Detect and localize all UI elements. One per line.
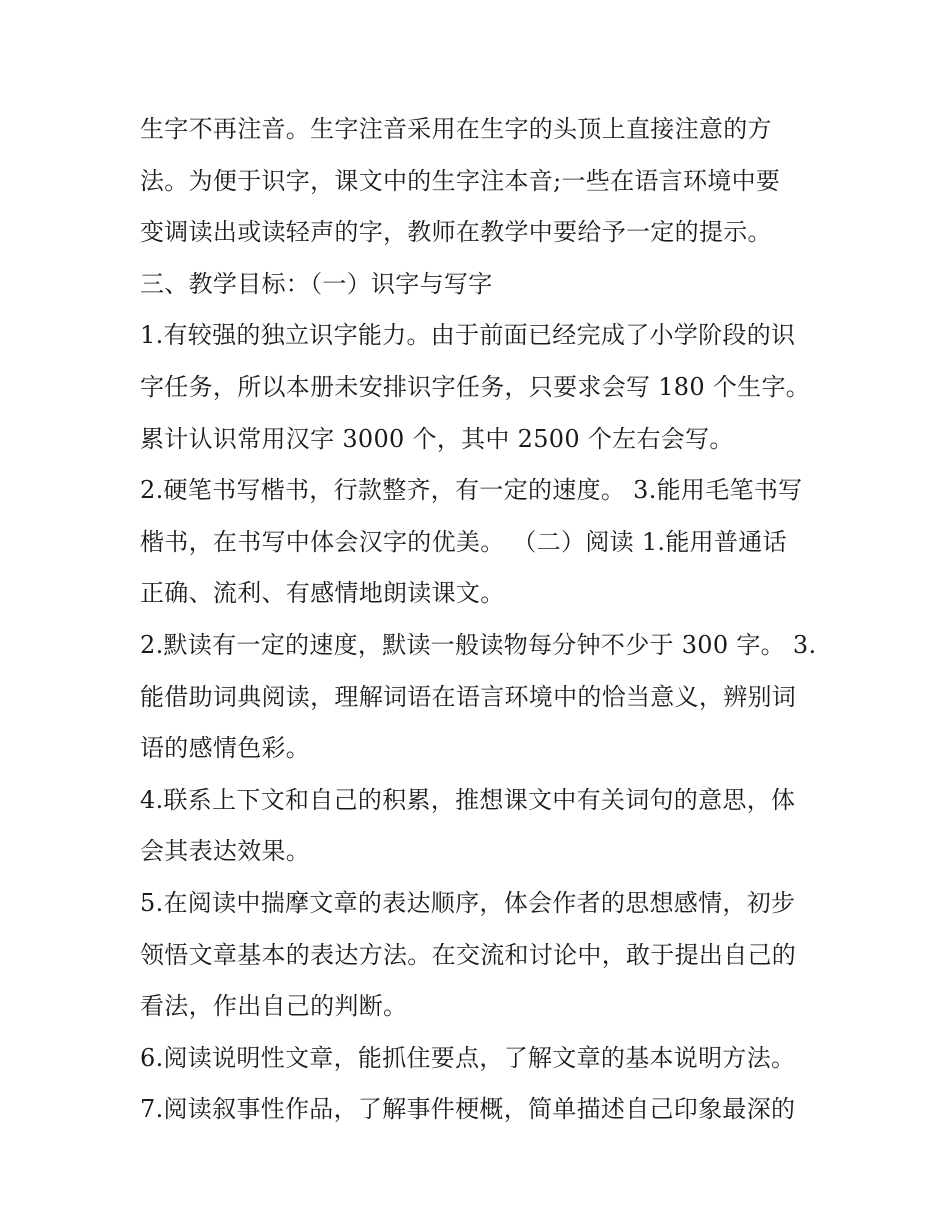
text-line: 累计认识常用汉字 3000 个，其中 2500 个左右会写。: [140, 424, 734, 453]
text-line: 领悟文章基本的表达方法。在交流和讨论中，敢于提出自己的: [140, 940, 797, 969]
text-line: 4.联系上下文和自己的积累，推想课文中有关词句的意思，体: [140, 785, 796, 814]
text-line: 会其表达效果。: [140, 837, 311, 866]
text-line: 正确、流利、有感情地朗读课文。: [140, 579, 505, 608]
text-line: 5.在阅读中揣摩文章的表达顺序，体会作者的思想感情，初步: [140, 888, 796, 917]
document-body: [140, 104, 820, 1136]
text-line: 楷书，在书写中体会汉字的优美。 （二）阅读 1.能用普通话: [140, 527, 787, 556]
text-line: 能借助词典阅读，理解词语在语言环境中的恰当意义，辨别词: [140, 682, 797, 711]
text-line: 法。为便于识字，课文中的生字注本音;一些在语言环境中要: [140, 166, 781, 195]
text-line: 看法，作出自己的判断。: [140, 992, 408, 1021]
text-line: 2.硬笔书写楷书，行款整齐，有一定的速度。 3.能用毛笔书写: [140, 476, 803, 505]
text-line: 语的感情色彩。: [140, 734, 311, 763]
text-line: 7.阅读叙事性作品，了解事件梗概，简单描述自己印象最深的: [140, 1095, 796, 1124]
text-line: 2.默读有一定的速度，默读一般读物每分钟不少于 300 字。 3.: [140, 630, 817, 659]
text-line: 1.有较强的独立识字能力。由于前面已经完成了小学阶段的识: [140, 321, 796, 350]
text-line: 生字不再注音。生字注音采用在生字的头顶上直接注意的方: [140, 115, 772, 143]
section-heading: 三、教学目标：（一）识字与写字: [140, 269, 493, 298]
text-line: 6.阅读说明性文章，能抓住要点，了解文章的基本说明方法。: [140, 1043, 796, 1072]
text-line: 字任务，所以本册未安排识字任务，只要求会写 180 个生字。: [140, 372, 811, 401]
text-line: 变调读出或读轻声的字，教师在教学中要给予一定的提示。: [140, 218, 772, 247]
